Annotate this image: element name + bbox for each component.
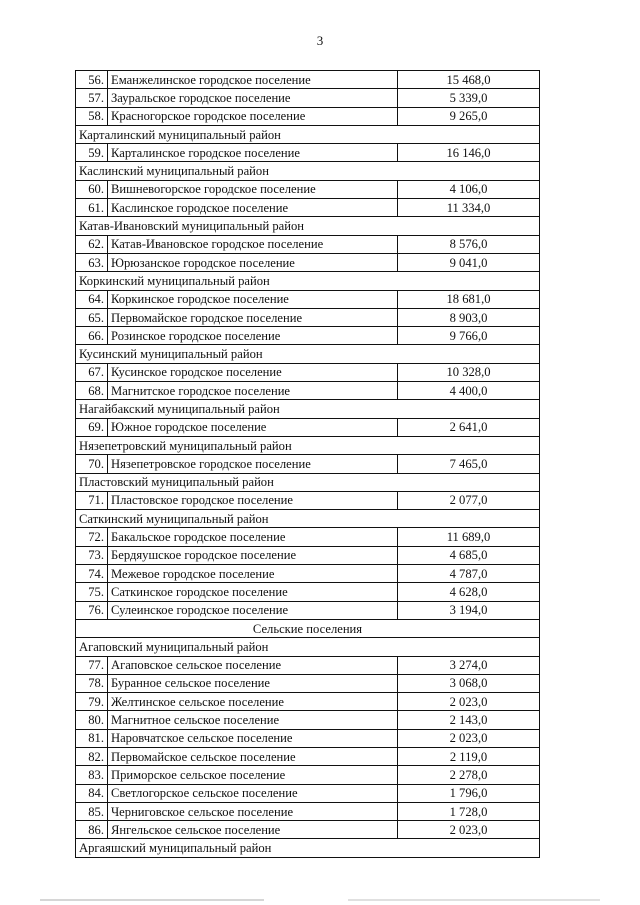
amount-value: 18 681,0: [398, 290, 540, 308]
settlement-name: Магнитское городское поселение: [108, 382, 398, 400]
table-row: [76, 107, 540, 125]
settlement-name: Приморское сельское поселение: [108, 766, 398, 784]
table-row: [76, 821, 540, 839]
settlement-name: Бердяушское городское поселение: [108, 546, 398, 564]
row-number: 65.: [76, 308, 108, 326]
scan-artifact-line: [40, 899, 600, 901]
settlement-name: Желтинское сельское поселение: [108, 693, 398, 711]
amount-value: 4 685,0: [398, 546, 540, 564]
settlement-name: Янгельское сельское поселение: [108, 821, 398, 839]
settlement-name: Нязепетровское городское поселение: [108, 455, 398, 473]
amount-value: 2 023,0: [398, 693, 540, 711]
district-row: [76, 839, 540, 857]
row-number: 69.: [76, 418, 108, 436]
amount-value: 9 265,0: [398, 107, 540, 125]
amount-value: 3 068,0: [398, 674, 540, 692]
amount-value: 1 728,0: [398, 802, 540, 820]
district-title: Каслинский муниципальный район: [76, 162, 540, 180]
district-title: Кусинский муниципальный район: [76, 345, 540, 363]
settlement-name: Красногорское городское поселение: [108, 107, 398, 125]
settlement-name: Первомайское сельское поселение: [108, 747, 398, 765]
row-number: 77.: [76, 656, 108, 674]
table-row: [76, 71, 540, 89]
row-number: 63.: [76, 253, 108, 271]
row-number: 85.: [76, 802, 108, 820]
table-row: [76, 308, 540, 326]
settlement-name: Наровчатское сельское поселение: [108, 729, 398, 747]
amount-value: 2 278,0: [398, 766, 540, 784]
table-row: [76, 199, 540, 217]
district-title: Агаповский муниципальный район: [76, 638, 540, 656]
settlement-name: Розинское городское поселение: [108, 327, 398, 345]
settlement-name: Юрюзанское городское поселение: [108, 253, 398, 271]
amount-value: 2 023,0: [398, 729, 540, 747]
amount-value: 4 106,0: [398, 180, 540, 198]
row-number: 84.: [76, 784, 108, 802]
district-row: [76, 400, 540, 418]
district-row: [76, 638, 540, 656]
row-number: 67.: [76, 363, 108, 381]
row-number: 56.: [76, 71, 108, 89]
district-title: Нагайбакский муниципальный район: [76, 400, 540, 418]
row-number: 61.: [76, 199, 108, 217]
section-title: Сельские поселения: [76, 619, 540, 637]
amount-value: 2 143,0: [398, 711, 540, 729]
settlement-name: Магнитное сельское поселение: [108, 711, 398, 729]
settlement-name: Буранное сельское поселение: [108, 674, 398, 692]
amount-value: 5 339,0: [398, 89, 540, 107]
settlement-name: Саткинское городское поселение: [108, 583, 398, 601]
table-row: [76, 327, 540, 345]
table-row: [76, 235, 540, 253]
row-number: 62.: [76, 235, 108, 253]
settlements-table: [75, 70, 540, 858]
row-number: 80.: [76, 711, 108, 729]
table-row: [76, 784, 540, 802]
district-row: [76, 510, 540, 528]
table-row: [76, 491, 540, 509]
amount-value: 16 146,0: [398, 144, 540, 162]
table-row: [76, 144, 540, 162]
amount-value: 7 465,0: [398, 455, 540, 473]
settlement-name: Агаповское сельское поселение: [108, 656, 398, 674]
page-number: 3: [316, 33, 324, 48]
row-number: 81.: [76, 729, 108, 747]
table-row: [76, 363, 540, 381]
settlement-name: Кусинское городское поселение: [108, 363, 398, 381]
row-number: 86.: [76, 821, 108, 839]
section-row: [76, 619, 540, 637]
settlement-name: Черниговское сельское поселение: [108, 802, 398, 820]
row-number: 82.: [76, 747, 108, 765]
row-number: 73.: [76, 546, 108, 564]
table-body: [76, 71, 540, 858]
amount-value: 3 274,0: [398, 656, 540, 674]
table-row: [76, 290, 540, 308]
amount-value: 11 334,0: [398, 199, 540, 217]
settlement-name: Южное городское поселение: [108, 418, 398, 436]
amount-value: 15 468,0: [398, 71, 540, 89]
table-row: [76, 711, 540, 729]
row-number: 76.: [76, 601, 108, 619]
amount-value: 2 641,0: [398, 418, 540, 436]
row-number: 74.: [76, 565, 108, 583]
district-row: [76, 125, 540, 143]
settlement-name: Карталинское городское поселение: [108, 144, 398, 162]
district-title: Коркинский муниципальный район: [76, 272, 540, 290]
table-row: [76, 601, 540, 619]
row-number: 70.: [76, 455, 108, 473]
amount-value: 1 796,0: [398, 784, 540, 802]
row-number: 66.: [76, 327, 108, 345]
district-row: [76, 162, 540, 180]
amount-value: 2 023,0: [398, 821, 540, 839]
amount-value: 4 400,0: [398, 382, 540, 400]
row-number: 59.: [76, 144, 108, 162]
settlement-name: Вишневогорское городское поселение: [108, 180, 398, 198]
table-row: [76, 747, 540, 765]
district-title: Саткинский муниципальный район: [76, 510, 540, 528]
row-number: 71.: [76, 491, 108, 509]
amount-value: 4 787,0: [398, 565, 540, 583]
table-row: [76, 418, 540, 436]
district-title: Пластовский муниципальный район: [76, 473, 540, 491]
table-row: [76, 693, 540, 711]
settlement-name: Сулеинское городское поселение: [108, 601, 398, 619]
settlement-name: Каслинское городское поселение: [108, 199, 398, 217]
table-row: [76, 528, 540, 546]
settlement-name: Коркинское городское поселение: [108, 290, 398, 308]
settlement-name: Межевое городское поселение: [108, 565, 398, 583]
table-row: [76, 802, 540, 820]
amount-value: 9 766,0: [398, 327, 540, 345]
settlement-name: Пластовское городское поселение: [108, 491, 398, 509]
table-row: [76, 656, 540, 674]
row-number: 75.: [76, 583, 108, 601]
row-number: 72.: [76, 528, 108, 546]
table-row: [76, 729, 540, 747]
table-row: [76, 382, 540, 400]
row-number: 58.: [76, 107, 108, 125]
district-row: [76, 272, 540, 290]
amount-value: 2 077,0: [398, 491, 540, 509]
table-row: [76, 674, 540, 692]
district-title: Аргаяшский муниципальный район: [76, 839, 540, 857]
row-number: 60.: [76, 180, 108, 198]
district-title: Нязепетровский муниципальный район: [76, 436, 540, 454]
row-number: 83.: [76, 766, 108, 784]
amount-value: 8 576,0: [398, 235, 540, 253]
table-row: [76, 546, 540, 564]
table-row: [76, 455, 540, 473]
table-row: [76, 180, 540, 198]
district-row: [76, 436, 540, 454]
settlement-name: Еманжелинское городское поселение: [108, 71, 398, 89]
row-number: 57.: [76, 89, 108, 107]
table-row: [76, 253, 540, 271]
row-number: 78.: [76, 674, 108, 692]
amount-value: 3 194,0: [398, 601, 540, 619]
table-row: [76, 565, 540, 583]
amount-value: 11 689,0: [398, 528, 540, 546]
table-row: [76, 89, 540, 107]
settlement-name: Бакальское городское поселение: [108, 528, 398, 546]
district-row: [76, 345, 540, 363]
amount-value: 10 328,0: [398, 363, 540, 381]
row-number: 64.: [76, 290, 108, 308]
row-number: 79.: [76, 693, 108, 711]
amount-value: 8 903,0: [398, 308, 540, 326]
settlement-name: Первомайское городское поселение: [108, 308, 398, 326]
settlement-name: Катав-Ивановское городское поселение: [108, 235, 398, 253]
district-title: Карталинский муниципальный район: [76, 125, 540, 143]
amount-value: 4 628,0: [398, 583, 540, 601]
settlement-name: Светлогорское сельское поселение: [108, 784, 398, 802]
table-row: [76, 766, 540, 784]
district-row: [76, 217, 540, 235]
amount-value: 2 119,0: [398, 747, 540, 765]
row-number: 68.: [76, 382, 108, 400]
settlement-name: Зауральское городское поселение: [108, 89, 398, 107]
district-title: Катав-Ивановский муниципальный район: [76, 217, 540, 235]
district-row: [76, 473, 540, 491]
table-row: [76, 583, 540, 601]
amount-value: 9 041,0: [398, 253, 540, 271]
